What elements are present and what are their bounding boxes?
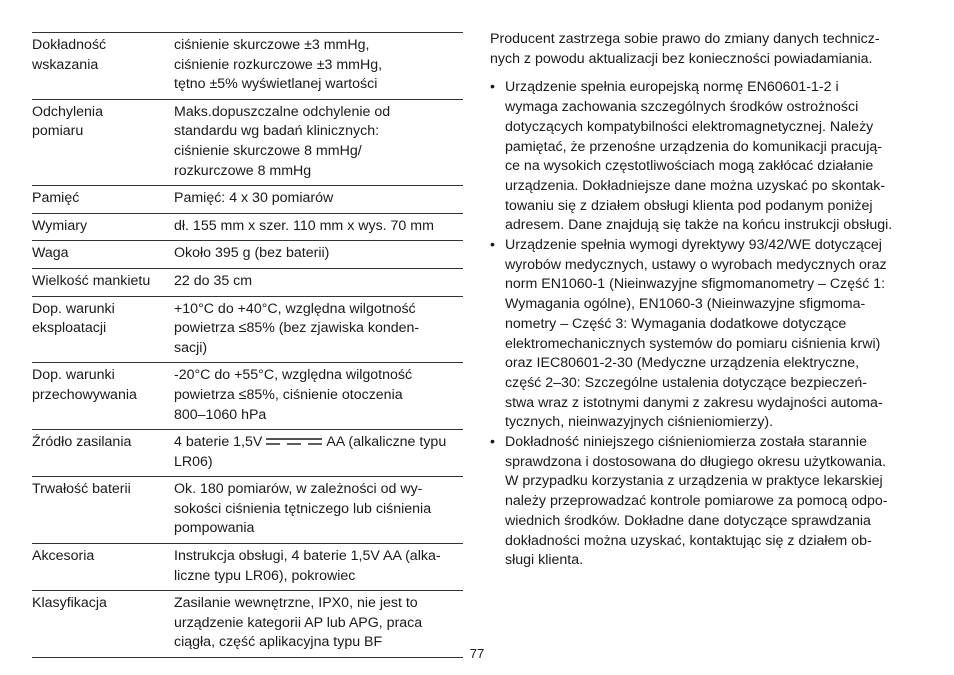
spec-label bbox=[32, 241, 174, 269]
spec-value bbox=[174, 241, 463, 269]
spec-value-line bbox=[174, 433, 463, 453]
note-line: tycznych, nieinwazyjnych ciśnieniomierzy). bbox=[505, 414, 774, 431]
spec-label-line: Trwałość baterii bbox=[32, 481, 131, 498]
spec-value bbox=[174, 296, 463, 363]
spec-label-line: Dop. warunki bbox=[32, 300, 115, 317]
note-line: W przypadku korzystania z urządzenia w praktyce lekarskiej bbox=[505, 473, 883, 490]
bullet-icon: • bbox=[490, 434, 495, 451]
spec-label-line: Wymiary bbox=[32, 217, 88, 234]
spec-label-line: pomiaru bbox=[32, 123, 84, 140]
spec-value-line: ciśnienie skurczowe ±3 mmHg, bbox=[174, 37, 370, 53]
spec-label-line: Klasyfikacja bbox=[32, 595, 107, 612]
spec-label-line: Źródło zasilania bbox=[32, 434, 132, 451]
spec-value-line: 22 do 35 cm bbox=[174, 272, 253, 289]
direct-current-icon bbox=[266, 437, 322, 445]
spec-value-line: LR06) bbox=[174, 453, 213, 470]
spec-value-line: powietrza ≤85%, ciśnienie otoczenia bbox=[174, 386, 403, 403]
note-line: dotyczących kompatybilności elektromagnetycznej. Należy bbox=[505, 118, 874, 135]
spec-value bbox=[174, 186, 463, 214]
note-line: część 2–30: Szczególne ustalenia dotyczące bezpieczeń- bbox=[505, 374, 867, 391]
spec-label-line: wskazania bbox=[32, 56, 99, 73]
note-line: wyrobów medycznych, ustawy o wyrobach medycznych oraz bbox=[505, 256, 887, 273]
spec-label-line: Wielkość mankietu bbox=[32, 272, 151, 289]
note-line: norm EN1060-1 (Nieinwazyjne sfigmomanometry – Część 1: bbox=[505, 276, 886, 293]
power-text-after: AA (alkaliczne typu bbox=[326, 434, 447, 451]
bullet-icon: • bbox=[490, 237, 495, 254]
spec-row bbox=[32, 363, 463, 430]
spec-row bbox=[32, 544, 463, 591]
spec-label-line: Odchylenia bbox=[32, 103, 103, 120]
spec-label bbox=[32, 213, 174, 241]
note-line: nometry – Część 3: Wymagania dodatkowe dotyczące bbox=[505, 315, 847, 332]
spec-value-line: ciśnienie rozkurczowe ±3 mmHg, bbox=[174, 56, 383, 73]
spec-label-line: Dokładność bbox=[32, 37, 107, 53]
note-line: Urządzenie spełnia europejską normę EN60601-1-2 i bbox=[505, 79, 839, 96]
spec-value-line: rozkurczowe 8 mmHg bbox=[174, 162, 312, 179]
spec-value bbox=[174, 544, 463, 591]
page-number: 77 bbox=[469, 646, 485, 661]
note-line: sługi klienta. bbox=[505, 552, 584, 569]
spec-value-line: Zasilanie wewnętrzne, IPX0, nie jest to bbox=[174, 595, 418, 612]
spec-label bbox=[32, 268, 174, 296]
spec-value-line: liczne typu LR06), pokrowiec bbox=[174, 567, 356, 584]
note-line: dokładności można uzyskać, kontaktując się z działem ob- bbox=[505, 532, 872, 549]
spec-label bbox=[32, 33, 174, 100]
spec-row bbox=[32, 241, 463, 269]
note-bullet-item bbox=[490, 236, 930, 433]
spec-label bbox=[32, 296, 174, 363]
spec-row bbox=[32, 99, 463, 185]
spec-value-line: urządzenie kategorii AP lub APG, praca bbox=[174, 614, 423, 631]
note-line: Dokładność niniejszego ciśnieniomierza została starannie bbox=[505, 434, 867, 451]
spec-row bbox=[32, 213, 463, 241]
spec-value-line: -20°C do +55°C, względna wilgotność bbox=[174, 367, 413, 384]
spec-label-line: Waga bbox=[32, 245, 69, 262]
power-text-before: 4 baterie 1,5V bbox=[174, 434, 263, 451]
spec-value bbox=[174, 213, 463, 241]
spec-value-line: Pamięć: 4 x 30 pomiarów bbox=[174, 190, 334, 207]
specifications-table bbox=[32, 32, 463, 658]
note-line: Wymagania ogólne), EN1060-3 (Nieinwazyjne sfigmoma- bbox=[505, 296, 866, 313]
spec-label bbox=[32, 186, 174, 214]
spec-value-line: powietrza ≤85% (bez zjawiska konden- bbox=[174, 320, 420, 337]
spec-value-line: tętno ±5% wyświetlanej wartości bbox=[174, 76, 378, 93]
note-bullet-item bbox=[490, 78, 930, 236]
intro-line: nych z powodu aktualizacji bez konieczności powiadamiania. bbox=[490, 50, 873, 67]
spec-value bbox=[174, 33, 463, 100]
note-line: wiednich środków. Dokładne dane dotyczące sprawdzania bbox=[505, 512, 871, 529]
spec-row bbox=[32, 268, 463, 296]
spec-value bbox=[174, 363, 463, 430]
note-bullet-item bbox=[490, 433, 930, 571]
notes-list bbox=[490, 78, 930, 571]
spec-value-line: Około 395 g (bez baterii) bbox=[174, 245, 330, 262]
spec-label-line: eksploatacji bbox=[32, 320, 107, 337]
spec-label bbox=[32, 430, 174, 477]
spec-label-line: Dop. warunki bbox=[32, 367, 115, 384]
note-line: Urządzenie spełnia wymogi dyrektywy 93/42/WE dotyczącej bbox=[505, 237, 882, 254]
spec-value-line: dł. 155 mm x szer. 110 mm x wys. 70 mm bbox=[174, 217, 434, 234]
intro-line: Producent zastrzega sobie prawo do zmiany danych technicz- bbox=[490, 31, 880, 47]
spec-row bbox=[32, 477, 463, 544]
spec-value-line: sokości ciśnienia tętniczego lub ciśnienia bbox=[174, 500, 432, 517]
note-line: ce na wysokich częstotliwościach mogą zakłócać działanie bbox=[505, 158, 874, 175]
spec-value bbox=[174, 477, 463, 544]
spec-row bbox=[32, 296, 463, 363]
spec-value bbox=[174, 268, 463, 296]
spec-label bbox=[32, 363, 174, 430]
spec-label-line: Pamięć bbox=[32, 190, 80, 207]
spec-value-line: ciśnienie skurczowe 8 mmHg/ bbox=[174, 142, 362, 159]
spec-label bbox=[32, 544, 174, 591]
note-line: wymaga zachowania szczególnych środków ostrożności bbox=[505, 99, 859, 116]
spec-value-line: standardu wg badań klinicznych: bbox=[174, 123, 380, 140]
spec-label bbox=[32, 477, 174, 544]
spec-value-line: 800–1060 hPa bbox=[174, 406, 267, 423]
spec-label-line: przechowywania bbox=[32, 386, 137, 403]
spec-value bbox=[174, 99, 463, 185]
intro-paragraph bbox=[490, 30, 930, 69]
note-line: sprawdzona i dostosowana do długiego okresu użytkowania. bbox=[505, 453, 886, 470]
spec-value-line: Instrukcja obsługi, 4 baterie 1,5V AA (alka- bbox=[174, 548, 441, 565]
note-line: oraz IEC80601-2-30 (Medyczne urządzenia elektryczne, bbox=[505, 355, 860, 372]
spec-value-line: Ok. 180 pomiarów, w zależności od wy- bbox=[174, 481, 423, 498]
spec-row bbox=[32, 430, 463, 477]
note-line: pamiętać, że przenośne urządzenia do komunikacji pracują- bbox=[505, 138, 882, 155]
spec-value bbox=[174, 430, 463, 477]
notes-column bbox=[490, 30, 930, 571]
note-line: urządzenia. Dokładniejsze dane można uzyskać po skontak- bbox=[505, 177, 886, 194]
spec-value-line: Maks.dopuszczalne odchylenie od bbox=[174, 103, 391, 120]
spec-row bbox=[32, 186, 463, 214]
spec-row bbox=[32, 33, 463, 100]
bullet-icon: • bbox=[490, 79, 495, 96]
note-line: towaniu się z działem obsługi klienta pod podanym poniżej bbox=[505, 197, 873, 214]
spec-value-line: sacji) bbox=[174, 339, 208, 356]
spec-label bbox=[32, 99, 174, 185]
spec-value-line: pompowania bbox=[174, 520, 255, 537]
note-line: elektromechanicznych systemów do pomiaru ciśnienia krwi) bbox=[505, 335, 881, 352]
note-line: stwa wraz z istotnymi danymi z zakresu wydajności automa- bbox=[505, 394, 883, 411]
spec-value-line: +10°C do +40°C, względna wilgotność bbox=[174, 300, 416, 317]
spec-value-line: ciągła, część aplikacyjna typu BF bbox=[174, 634, 383, 651]
note-line: adresem. Dane znajdują się także na końcu instrukcji obsługi. bbox=[505, 217, 893, 234]
note-line: należy przeprowadzać kontrole pomiarowe za pomocą odpo- bbox=[505, 493, 888, 510]
spec-label-line: Akcesoria bbox=[32, 548, 95, 565]
